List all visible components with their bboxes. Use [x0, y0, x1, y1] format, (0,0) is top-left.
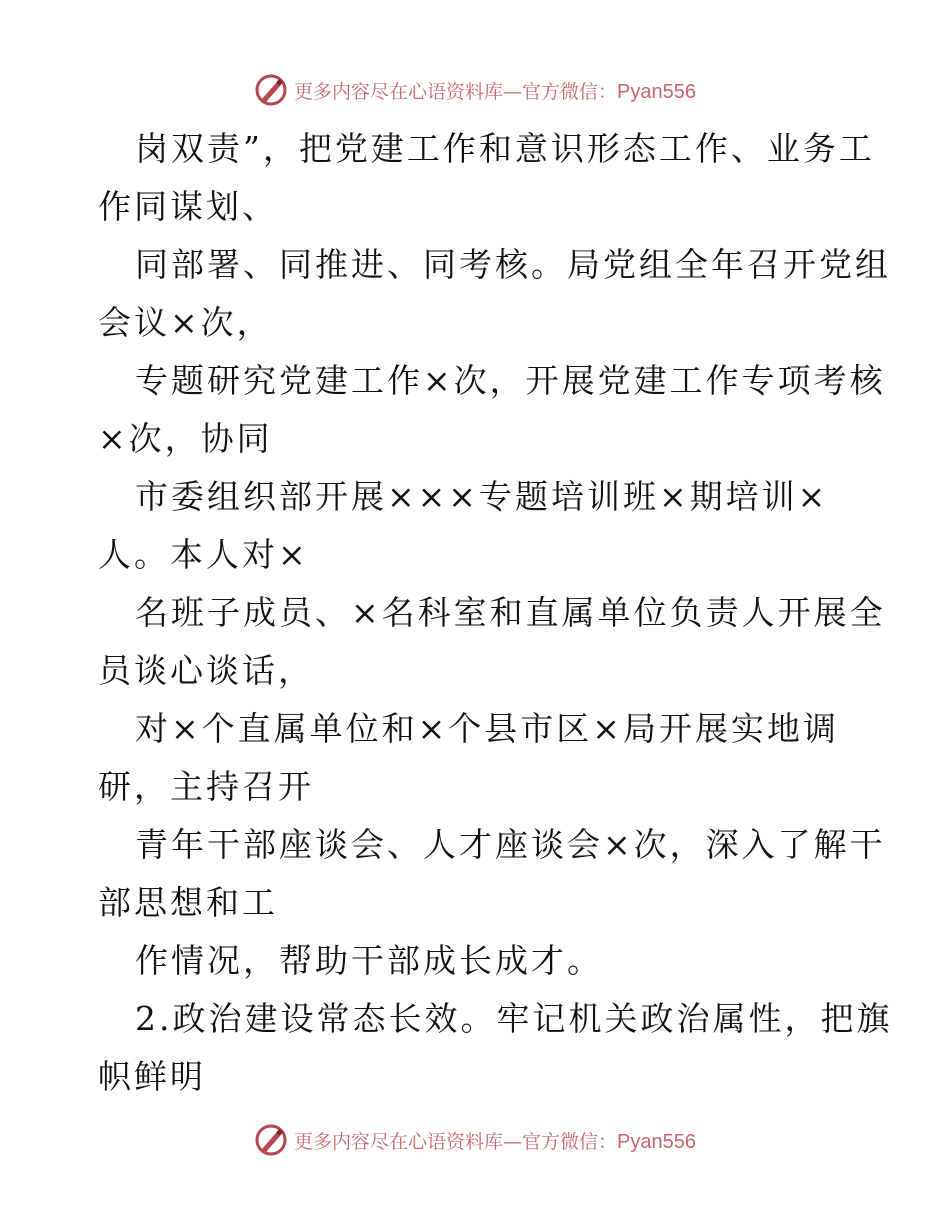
- text-line: 市委组织部开展×××专题培训班×期培训×: [135, 477, 829, 516]
- text-line: 作情况，帮助干部成长成才。: [135, 941, 603, 980]
- text-line: 专题研究党建工作×次，开展党建工作专项考核: [135, 361, 886, 400]
- watermark-text: [294, 77, 696, 104]
- watermark-cn-text: 更多内容尽在心语资料库—官方微信：: [294, 80, 618, 103]
- text-line: 帜鲜明: [98, 1057, 206, 1096]
- text-line: 同部署、同推进、同考核。局党组全年召开党组: [135, 245, 891, 284]
- header-watermark: [0, 70, 950, 110]
- text-line: 研，主持召开: [98, 767, 314, 806]
- watermark-wechat-id: Pyan556: [617, 1130, 696, 1153]
- text-line: ×次，协同: [98, 419, 273, 458]
- watermark-wechat-id: Pyan556: [617, 80, 696, 103]
- footer-watermark: [0, 1120, 950, 1160]
- text-line: 作同谋划、: [98, 187, 278, 226]
- watermark-cn-text: 更多内容尽在心语资料库—官方微信：: [294, 1130, 618, 1153]
- text-line: 会议×次，: [98, 303, 273, 342]
- text-line: 青年干部座谈会、人才座谈会×次，深入了解干: [135, 825, 886, 864]
- text-line: 员谈心谈话，: [98, 651, 314, 690]
- pen-logo-icon: [254, 73, 288, 107]
- section-heading-line: 2.政治建设常态长效。牢记机关政治属性，把旗: [135, 999, 893, 1038]
- text-line: 岗双责”，把党建工作和意识形态工作、业务工: [135, 129, 875, 168]
- pen-logo-icon: [254, 1123, 288, 1157]
- text-line: 对×个直属单位和×个县市区×局开展实地调: [135, 709, 839, 748]
- text-line: 名班子成员、×名科室和直属单位负责人开展全: [135, 593, 886, 632]
- text-line: 部思想和工: [98, 883, 278, 922]
- watermark-text: [294, 1127, 696, 1154]
- document-body: [98, 120, 893, 1106]
- text-line: 人。本人对×: [98, 535, 309, 574]
